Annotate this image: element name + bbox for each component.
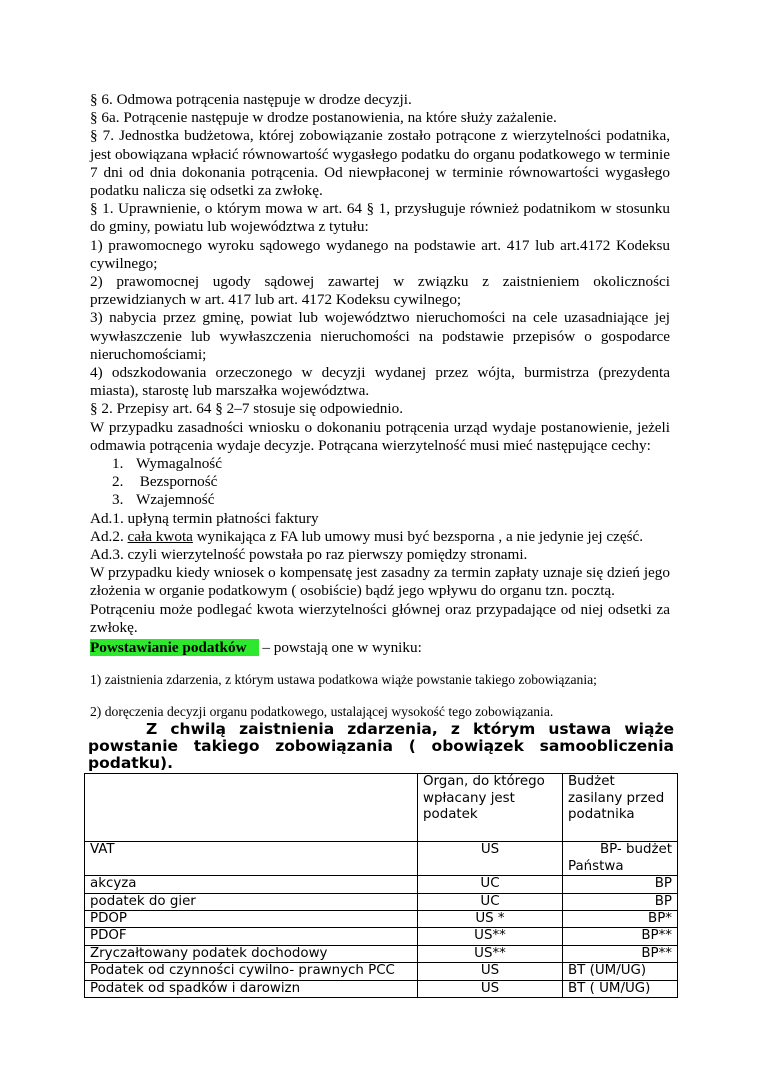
ad2-underlined: cała kwota [127, 527, 193, 545]
tax-budget: BP** [563, 928, 678, 945]
header-cell: Budżet zasilany przed podatnika [563, 774, 678, 842]
tax-budget: BP [563, 876, 678, 893]
tax-office: UC [418, 893, 563, 910]
tax-budget: BT (UM/UG) [563, 963, 678, 980]
tax-budget: BP** [563, 945, 678, 962]
paragraph-compensation: W przypadku kiedy wniosek o kompensatę jest zasadny za termin zapłaty uznaje się dzień jego złożenia w organie podatkowym ( osobiście) bądź jego wpływu do organu tzn. pocztą. [90, 564, 670, 600]
table-row [85, 945, 678, 962]
tax-table [84, 773, 678, 998]
paragraph: 4) odszkodowania orzeczonego w decyzji wydanej przez wójta, burmistrza (prezydenta miasta), starostę lub marszałka województwa. [90, 364, 670, 400]
table-row [85, 893, 678, 910]
list-number: 3. [112, 491, 124, 509]
tax-office: US * [418, 910, 563, 927]
tax-name: VAT [85, 842, 418, 876]
cause-2: 2) doręczenia decyzji organu podatkowego, ustalającej wysokość tego zobowiązania. [90, 704, 554, 720]
table-row [85, 842, 678, 876]
paragraph: § 1. Uprawnienie, o którym mowa w art. 64 § 1, przysługuje również podatnikom w stosunku do gminy, powiatu lub województwa z tytułu: [90, 200, 670, 236]
document-page [88, 0, 674, 1058]
list-number: 1. [112, 455, 124, 473]
tax-name: Zryczałtowany podatek dochodowy [85, 945, 418, 962]
features-list [90, 455, 670, 510]
list-item [90, 491, 670, 509]
ad2 [90, 528, 670, 546]
list-label: Bezsporność [136, 473, 218, 491]
tax-office: US** [418, 945, 563, 962]
tax-budget: BP* [563, 910, 678, 927]
highlighted-term: Powstawianie podatków [90, 639, 259, 656]
paragraph: 2) prawomocnej ugody sądowej zawartej w związku z zaistnieniem okoliczności przewidzianych w art. 417 lub art. 4172 Kodeksu cywilnego; [90, 273, 670, 309]
tax-office: US [418, 963, 563, 980]
tax-office: US** [418, 928, 563, 945]
table-row [85, 876, 678, 893]
table-row [85, 963, 678, 980]
tax-office: US [418, 842, 563, 876]
paragraph: 1) prawomocnego wyroku sądowego wydanego na podstawie art. 417 lub art.4172 Kodeksu cywilnego; [90, 236, 670, 272]
tax-budget: BP- budżet Państwa [563, 842, 678, 876]
tax-budget: BT ( UM/UG) [563, 980, 678, 997]
highlight-line [90, 639, 670, 657]
list-item [90, 473, 670, 491]
list-label: Wymagalność [136, 455, 222, 473]
header-cell [85, 774, 418, 842]
tax-office: UC [418, 876, 563, 893]
list-label: Wzajemność [136, 491, 215, 509]
paragraph: § 2. Przepisy art. 64 § 2–7 stosuje się odpowiednio. [90, 400, 403, 418]
table-row [85, 928, 678, 945]
tax-name: Podatek od spadków i darowizn [85, 980, 418, 997]
tax-name: Podatek od czynności cywilno- prawnych PCC [85, 963, 418, 980]
table-row [85, 910, 678, 927]
paragraph: § 6. Odmowa potrącenia następuje w drodze decyzji. [90, 91, 412, 108]
tax-budget: BP [563, 893, 678, 910]
ad2-rest: wynikająca z FA lub umowy musi być bezsporna , a nie jedynie jej część. [192, 527, 644, 545]
list-item [90, 455, 670, 473]
table-header-row [85, 774, 678, 842]
cause-1: 1) zaistnienia zdarzenia, z którym ustawa podatkowa wiąże powstanie takiego zobowiązania; [90, 672, 597, 688]
tax-name: PDOP [85, 910, 418, 927]
paragraph-offset: Potrąceniu może podlegać kwota wierzytelności głównej oraz przypadające od niej odsetki za zwłokę. [90, 600, 670, 636]
section-heading: Z chwilą zaistnienia zdarzenia, z którym ustawa wiąże powstanie takiego zobowiązania ( obowiązek samoobliczenia podatku). [88, 720, 674, 773]
paragraph: § 7. Jednostka budżetowa, której zobowiązanie zostało potrącone z wierzytelności podatnika, jest obowiązana wpłacić równowartość wygasłego podatku do organu podatkowego w terminie 7 dni od dnia dokonania potrącenia. Od niewpłaconej w terminie równowartości wygasłego podatku nalicza się odsetki za zwłokę. [90, 127, 670, 200]
tax-name: podatek do gier [85, 893, 418, 910]
list-number: 2. [112, 473, 124, 491]
paragraph: W przypadku zasadności wniosku o dokonaniu potrącenia urząd wydaje postanowienie, jeżeli odmawia potrącenia wydaje decyzje. Potrącana wierzytelność musi mieć następujące cechy: [90, 418, 670, 454]
paragraph: 3) nabycia przez gminę, powiat lub województwo nieruchomości na cele uzasadniające jej wywłaszczenie lub wywłaszczenia nieruchomości na podstawie przepisów o gospodarce nieruchomościami; [90, 309, 670, 363]
table-row [85, 980, 678, 997]
ad3: Ad.3. czyli wierzytelność powstała po raz pierwszy pomiędzy stronami. [90, 546, 528, 564]
highlight-rest: – powstają one w wyniku: [258, 639, 422, 657]
header-cell: Organ, do którego wpłacany jest podatek [418, 774, 563, 842]
ad2-prefix: Ad.2. [90, 527, 128, 545]
tax-office: US [418, 980, 563, 997]
tax-name: PDOF [85, 928, 418, 945]
paragraph: § 6a. Potrącenie następuje w drodze postanowienia, na które służy zażalenie. [90, 109, 557, 127]
ad1: Ad.1. upłyną termin płatności faktury [90, 509, 319, 527]
tax-name: akcyza [85, 876, 418, 893]
